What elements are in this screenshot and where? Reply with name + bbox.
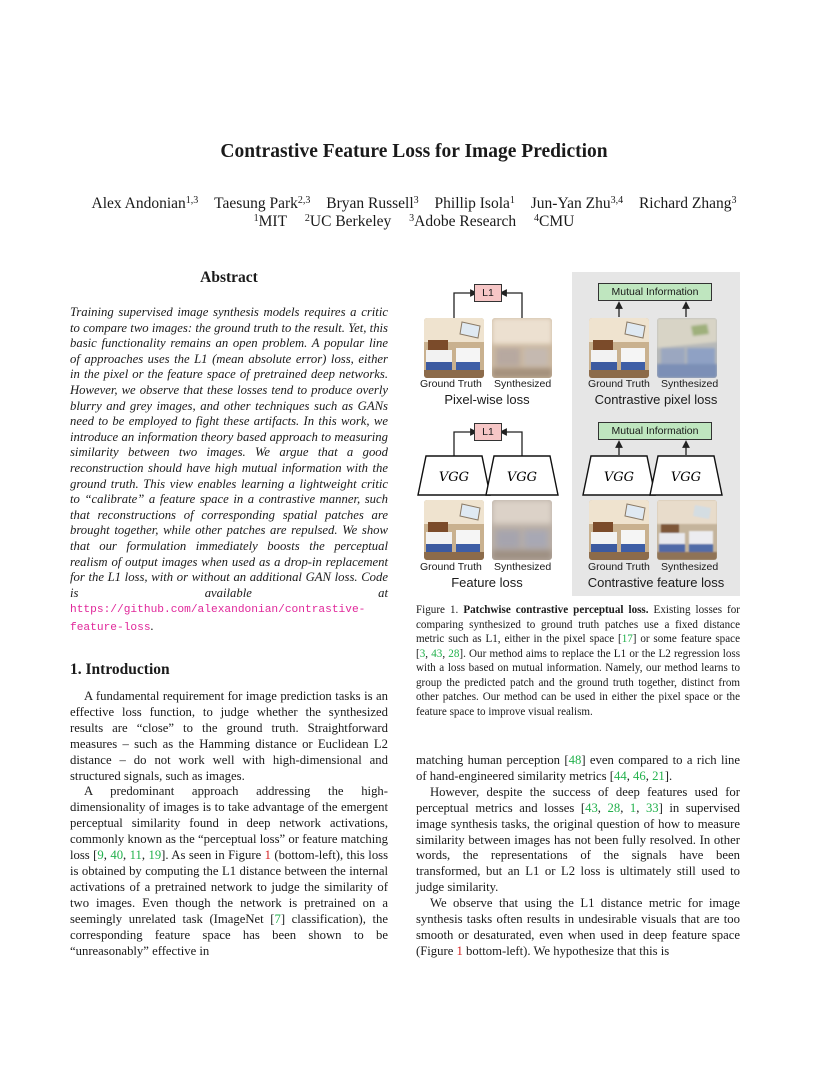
body-paragraph: We observe that using the L1 distance metric for image synthesis tasks often results in undesirable visuals that are too smooth or desaturated, even when used in deep feature space (Figure 1 bottom-left). We hypothesize that this is <box>416 896 740 958</box>
affiliation: $^3$Adobe Research <box>409 213 517 230</box>
l1-loss-box: L1 <box>474 423 502 441</box>
author: Alex Andonian$^{1,3}$ <box>91 195 199 212</box>
synthesized-label: Synthesized <box>494 378 552 390</box>
intro-paragraph: A fundamental requirement for image prediction tasks is an effective loss function, to judge whether the synthesized results are “close” to the ground truth. Straightforward measures – such as the Hamming distance or Euclidean L2 distance – do not work well with high-dimensional and structured signals, such as images. <box>70 689 388 783</box>
vgg-label: VGG <box>603 470 635 485</box>
author-list <box>0 194 828 214</box>
citation-link[interactable]: 1 <box>629 800 637 815</box>
citation-link[interactable]: 7 <box>274 911 281 926</box>
intro-paragraph: A predominant approach addressing the high-dimensionality of images is to take advantage of the emergent perceptual similarity found in deep network activations, commonly known as the “perceptual loss” or feature matching loss [9, 40, 11, 19]. As seen in Figure 1 (bottom-left), this loss is obtained by computing the L1 distance between the internal activations of a pretrained network to judge the similarity of two images. Even though the network is pretrained on a seemingly unrelated task (ImageNet [7] classification), the corresponding feature space has been shown to be “unreasonably” effective in <box>70 784 389 958</box>
author: Phillip Isola$^1$ <box>434 195 515 212</box>
citation-link[interactable]: 46 <box>633 768 646 783</box>
right-column-text <box>416 753 740 960</box>
ground-truth-image <box>589 318 649 378</box>
code-link[interactable]: https://github.com/alexandonian/contrastive-feature-loss <box>70 604 366 634</box>
synthesized-image <box>657 500 717 560</box>
citation-link[interactable]: 40 <box>110 848 124 863</box>
panel-caption: Feature loss <box>451 575 523 590</box>
citation-link[interactable]: 28 <box>448 647 460 660</box>
intro-text <box>70 689 388 959</box>
figure-caption: Figure 1. Patchwise contrastive perceptual loss. Existing losses for comparing synthesized to ground truth patches use a fixed distance metric such as L1, either in the pixel space [17] or some feature space [3, 43, 28]. Our method aims to replace the L1 or the L2 regression loss with a loss based on mutual information. Namely, our method learns to group the predicted patch and the ground truth together, distinct from other patches. Our method can be used in either the pixel space or the feature space to improve visual realism. <box>416 604 741 718</box>
citation-link[interactable]: 43 <box>431 647 443 660</box>
synthesized-label: Synthesized <box>494 561 552 573</box>
l1-loss-box: L1 <box>474 284 502 302</box>
ground-truth-label: Ground Truth <box>588 378 650 390</box>
citation-link[interactable]: 11 <box>129 848 142 863</box>
synthesized-image <box>657 318 717 378</box>
citation-link[interactable]: 33 <box>645 800 659 815</box>
citation-link[interactable]: 28 <box>607 800 621 815</box>
author: Richard Zhang$^3$ <box>638 195 737 212</box>
panel-caption: Pixel-wise loss <box>444 392 530 407</box>
figure-ref-link[interactable]: 1 <box>456 943 463 958</box>
citation-link[interactable]: 3 <box>419 647 426 660</box>
mutual-information-box: Mutual Information <box>598 283 712 301</box>
affiliation: $^2$UC Berkeley <box>304 213 392 230</box>
affiliation: $^4$CMU <box>534 213 575 230</box>
ground-truth-label: Ground Truth <box>588 561 650 573</box>
citation-link[interactable]: 9 <box>97 848 104 863</box>
ground-truth-label: Ground Truth <box>420 378 482 390</box>
citation-link[interactable]: 19 <box>148 848 162 863</box>
author: Taesung Park$^{2,3}$ <box>214 195 311 212</box>
citation-link[interactable]: 48 <box>568 753 582 767</box>
panel-caption: Contrastive pixel loss <box>594 392 718 407</box>
ground-truth-image <box>424 500 484 560</box>
body-paragraph: However, despite the success of deep features used for perceptual metrics and losses [43, 28, 1, 33] in supervised image synthesis tasks, the original question of how to measure similarity between images has not been fully resolved. In other words, the representations of the signals have been transformed, but an L1 or L2 loss is ultimately still used to judge similarity. <box>416 784 741 895</box>
figure-ref-link[interactable]: 1 <box>264 848 271 863</box>
ground-truth-image <box>589 500 649 560</box>
author: Jun-Yan Zhu$^{3,4}$ <box>530 195 624 212</box>
figure-1 <box>414 272 742 597</box>
citation-link[interactable]: 21 <box>652 768 665 783</box>
abstract-body: Training supervised image synthesis models requires a critic to compare two images: the ground truth to the result. Yet, this basic functionality remains an open problem. A popular line of approaches uses the L1 (mean absolute error) loss, either in the pixel or the feature space of pretrained deep networks. However, we observe that these losses tend to produce overly blurry and grey images, and other techniques such as GANs need to be employed to fight these artifacts. In this work, we introduce an information theory based approach to measuring similarity between two images. We argue that a good reconstruction should have high mutual information with the ground truth. This view enables learning a lightweight critic to “calibrate” a feature space in a contrastive manner, such that reconstructions of corresponding spatial patches are brought together, while other patches are repulsed. We show that our formulation immediately boosts the perceptual realism of output images when used as a drop-in replacement for the L1 loss, with or without an additional GAN loss. Code is available at https://github.com/alexandonian/contrastive-feature-loss. <box>70 305 388 634</box>
author: Bryan Russell$^3$ <box>326 195 419 212</box>
section-heading: 1. Introduction <box>70 661 170 678</box>
mutual-information-box: Mutual Information <box>598 422 712 440</box>
citation-link[interactable]: 44 <box>614 768 627 783</box>
synthesized-image <box>492 500 552 560</box>
affiliation-list <box>0 213 828 231</box>
panel-caption: Contrastive feature loss <box>587 575 725 590</box>
vgg-label: VGG <box>670 470 702 485</box>
ground-truth-image <box>424 318 484 378</box>
affiliation: $^1$MIT <box>253 213 288 230</box>
synthesized-image <box>492 318 552 378</box>
citation-link[interactable]: 17 <box>621 633 633 645</box>
synthesized-label: Synthesized <box>661 561 719 573</box>
paper-title: Contrastive Feature Loss for Image Prediction <box>220 141 608 162</box>
body-paragraph: matching human perception [48] even compared to a rich line of hand-engineered similarity metrics [44, 46, 21]. <box>416 753 741 783</box>
abstract-heading: Abstract <box>200 269 258 286</box>
citation-link[interactable]: 43 <box>585 800 598 815</box>
vgg-label: VGG <box>438 470 470 485</box>
synthesized-label: Synthesized <box>661 378 719 390</box>
ground-truth-label: Ground Truth <box>420 561 482 573</box>
vgg-label: VGG <box>506 470 538 485</box>
